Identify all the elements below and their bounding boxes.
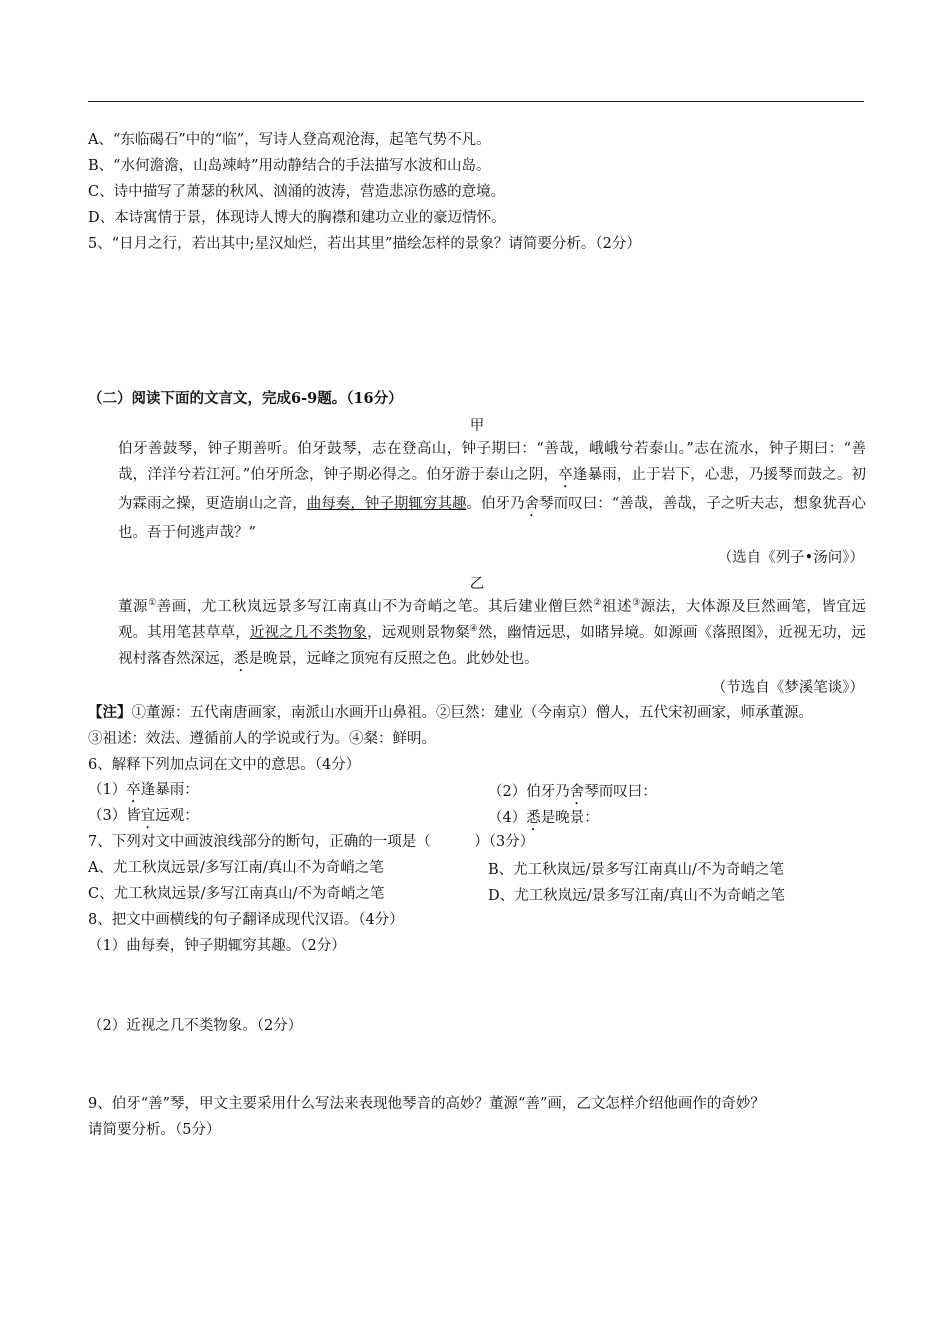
passage-b-text: 董源①善画，尤工秋岚远景多写江南真山不为奇峭之笔。其后建业僧巨然②祖述③源法，大体源及巨然画笔，皆宜远观。其用笔甚草草，近视之几不类物象，远观则景物粲④然，幽情远思，如睹异境。如源画《落照图》，近视无功，远视村落杳然深远，悉是晚景，远峰之顶宛有反照之色。此妙处也。 — [118, 598, 867, 667]
question-5: 5、“日月之行，若出其中;星汉灿烂，若出其里”描绘怎样的景象？请简要分析。（2分） — [88, 236, 641, 252]
q6-item-3: （3）皆宜远观： — [88, 808, 199, 824]
question-9-line-2: 请简要分析。（5分） — [88, 1122, 221, 1138]
notes-line-1: 【注】①董源：五代南唐画家，南派山水画开山鼻祖。②巨然：建业（今南京）僧人，五代宋初画家，师承董源。 — [88, 704, 813, 721]
passage-b-source: （节选自《梦溪笔谈》） — [711, 680, 864, 696]
q4-option-c: C、诗中描写了萧瑟的秋风、汹涌的波涛，营造悲凉伤感的意境。 — [88, 184, 506, 200]
q4-option-b: B、“水何澹澹，山岛竦峙”用动静结合的手法描写水波和山岛。 — [88, 158, 491, 174]
passage-a-text: 伯牙善鼓琴，钟子期善听。伯牙鼓琴，志在登高山，钟子期曰：“善哉，峨峨兮若泰山。”志在流水，钟子期曰：“善哉，洋洋兮若江河。”伯牙所念，钟子期必得之。伯牙游于泰山之阴，卒逢暴雨，止于岩下，心悲，乃援琴而鼓之。初为霖雨之操，更造崩山之音，曲每奏，钟子期辄穷其趣。伯牙乃舍琴而叹曰：“善哉，善哉，子之听夫志，想象犹吾心也。吾于何逃声哉？” — [118, 441, 867, 541]
q7-option-d: D、尤工秋岚远/景多写江南/真山不为奇峭之笔 — [488, 888, 785, 904]
notes-line-2: ③祖述：效法、遵循前人的学说或行为。④粲：鲜明。 — [88, 731, 436, 747]
passage-a-source: （选自《列子•汤问》） — [717, 550, 864, 566]
question-6-stem: 6、解释下列加点词在文中的意思。（4分） — [88, 757, 361, 773]
question-7-stem: 7、下列对文中画波浪线部分的断句，正确的一项是（ ）（3分） — [88, 834, 535, 850]
q7-option-a: A、尤工秋岚远景/多写江南/真山不为奇峭之笔 — [88, 860, 384, 876]
q6-item-1: （1）卒逢暴雨： — [88, 782, 199, 798]
q4-option-d: D、本诗寓情于景，体现诗人博大的胸襟和建功立业的豪迈情怀。 — [88, 210, 506, 226]
question-9-line-1: 9、伯牙“善”琴，甲文主要采用什么写法来表现他琴音的高妙？董源“善”画，乙文怎样介绍他画作的奇妙？ — [88, 1096, 765, 1112]
passage-b-underlined-sentence: 近视之几不类物象 — [249, 625, 368, 641]
q4-option-a: A、“东临碣石”中的“临”，写诗人登高观沧海，起笔气势不凡。 — [88, 132, 491, 148]
q7-option-b: B、尤工秋岚远/景多写江南真山/不为奇峭之笔 — [488, 862, 784, 878]
top-rule — [88, 101, 864, 102]
q8-sentence-2: （2）近视之几不类物象。（2分） — [88, 1018, 303, 1034]
section-2-title: （二）阅读下面的文言文，完成6-9题。（16分） — [88, 390, 403, 407]
q8-sentence-1: （1）曲每奏，钟子期辄穷其趣。（2分） — [88, 938, 346, 954]
passage-a-label: 甲 — [469, 418, 485, 434]
q6-item-4: （4）悉是晚景： — [488, 810, 599, 826]
q7-option-c: C、尤工秋岚远景/多写江南真山/不为奇峭之笔 — [88, 886, 385, 902]
q6-item-2: （2）伯牙乃舍琴而叹曰： — [488, 784, 657, 800]
passage-a-underlined-sentence: 曲每奏，钟子期辄穷其趣 — [306, 496, 467, 512]
passage-b-label: 乙 — [469, 576, 485, 592]
question-8-stem: 8、把文中画横线的句子翻译成现代汉语。（4分） — [88, 912, 404, 928]
